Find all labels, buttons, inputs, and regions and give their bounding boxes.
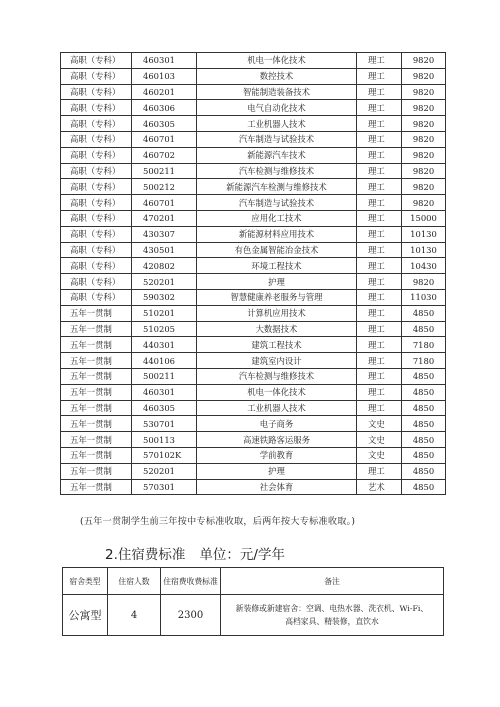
fee-cell: 9820 bbox=[402, 53, 446, 69]
fee-cell: 4850 bbox=[402, 416, 446, 432]
category-cell: 理工 bbox=[357, 337, 402, 353]
level-cell: 五年一贯制 bbox=[61, 384, 132, 400]
level-cell: 五年一贯制 bbox=[61, 432, 132, 448]
header-fee-standard: 住宿费收费标准 bbox=[161, 568, 221, 595]
major-cell: 高速铁路客运服务 bbox=[197, 432, 357, 448]
major-cell: 大数据技术 bbox=[197, 321, 357, 337]
level-cell: 高职（专科） bbox=[61, 116, 132, 132]
code-cell: 460701 bbox=[132, 195, 197, 211]
level-cell: 高职（专科） bbox=[61, 210, 132, 226]
code-cell: 460306 bbox=[132, 100, 197, 116]
level-cell: 五年一贯制 bbox=[61, 368, 132, 384]
header-occupants: 住宿人数 bbox=[108, 568, 161, 595]
level-cell: 高职（专科） bbox=[61, 274, 132, 290]
category-cell: 文史 bbox=[357, 447, 402, 463]
major-cell: 电气自动化技术 bbox=[197, 100, 357, 116]
fee-cell: 9820 bbox=[402, 68, 446, 84]
code-cell: 570301 bbox=[132, 479, 197, 495]
major-cell: 汽车检测与维修技术 bbox=[197, 368, 357, 384]
major-cell: 护理 bbox=[197, 463, 357, 479]
level-cell: 五年一贯制 bbox=[61, 321, 132, 337]
header-dorm-type: 宿舍类型 bbox=[63, 568, 108, 595]
code-cell: 500211 bbox=[132, 368, 197, 384]
table-row bbox=[61, 400, 446, 416]
remarks-line-1: 新装修或新建宿舍：空调、电热水器、洗衣机、Wi-Fi、 bbox=[235, 604, 429, 613]
code-cell: 460301 bbox=[132, 384, 197, 400]
five-year-program-note: (五年一贯制学生前三年按中专标准收取，后两年按大专标准收取。) bbox=[80, 516, 356, 527]
category-cell: 理工 bbox=[357, 274, 402, 290]
table-row bbox=[61, 226, 446, 242]
major-cell: 学前教育 bbox=[197, 447, 357, 463]
code-cell: 500211 bbox=[132, 163, 197, 179]
remarks-line-2: 高档家具、精装修，直饮水 bbox=[285, 617, 379, 626]
level-cell: 五年一贯制 bbox=[61, 447, 132, 463]
category-cell: 理工 bbox=[357, 226, 402, 242]
fee-cell: 4850 bbox=[402, 305, 446, 321]
category-cell: 理工 bbox=[357, 84, 402, 100]
category-cell: 理工 bbox=[357, 210, 402, 226]
code-cell: 510205 bbox=[132, 321, 197, 337]
level-cell: 五年一贯制 bbox=[61, 337, 132, 353]
fee-cell: 4850 bbox=[402, 447, 446, 463]
table-row bbox=[61, 242, 446, 258]
table-row bbox=[61, 289, 446, 305]
category-cell: 艺术 bbox=[357, 479, 402, 495]
dorm-fee-cell: 2300 bbox=[161, 595, 221, 636]
section-unit: 单位：元/学年 bbox=[199, 547, 285, 563]
fee-cell: 4850 bbox=[402, 400, 446, 416]
fee-cell: 11030 bbox=[402, 289, 446, 305]
major-cell: 电子商务 bbox=[197, 416, 357, 432]
major-cell: 新能源汽车技术 bbox=[197, 147, 357, 163]
category-cell: 理工 bbox=[357, 53, 402, 69]
section-title: 2.住宿费标准 bbox=[105, 547, 186, 563]
table-row bbox=[61, 131, 446, 147]
category-cell: 理工 bbox=[357, 100, 402, 116]
level-cell: 五年一贯制 bbox=[61, 479, 132, 495]
code-cell: 460305 bbox=[132, 116, 197, 132]
major-cell: 应用化工技术 bbox=[197, 210, 357, 226]
accommodation-row bbox=[63, 595, 444, 636]
level-cell: 高职（专科） bbox=[61, 147, 132, 163]
code-cell: 430307 bbox=[132, 226, 197, 242]
code-cell: 530701 bbox=[132, 416, 197, 432]
table-row bbox=[61, 384, 446, 400]
category-cell: 理工 bbox=[357, 131, 402, 147]
code-cell: 570102K bbox=[132, 447, 197, 463]
category-cell: 文史 bbox=[357, 432, 402, 448]
code-cell: 440301 bbox=[132, 337, 197, 353]
major-cell: 建筑室内设计 bbox=[197, 353, 357, 369]
code-cell: 500113 bbox=[132, 432, 197, 448]
fee-cell: 9820 bbox=[402, 163, 446, 179]
level-cell: 高职（专科） bbox=[61, 226, 132, 242]
table-row bbox=[61, 100, 446, 116]
fee-cell: 9820 bbox=[402, 179, 446, 195]
level-cell: 五年一贯制 bbox=[61, 305, 132, 321]
code-cell: 440106 bbox=[132, 353, 197, 369]
dorm-type-cell: 公寓型 bbox=[63, 595, 108, 636]
code-cell: 460201 bbox=[132, 84, 197, 100]
level-cell: 高职（专科） bbox=[61, 53, 132, 69]
level-cell: 五年一贯制 bbox=[61, 416, 132, 432]
major-cell: 汽车检测与维修技术 bbox=[197, 163, 357, 179]
major-cell: 工业机器人技术 bbox=[197, 400, 357, 416]
category-cell: 理工 bbox=[357, 289, 402, 305]
level-cell: 高职（专科） bbox=[61, 179, 132, 195]
major-cell: 护理 bbox=[197, 274, 357, 290]
table-row bbox=[61, 368, 446, 384]
major-cell: 工业机器人技术 bbox=[197, 116, 357, 132]
major-cell: 计算机应用技术 bbox=[197, 305, 357, 321]
table-row bbox=[61, 179, 446, 195]
category-cell: 理工 bbox=[357, 463, 402, 479]
level-cell: 高职（专科） bbox=[61, 84, 132, 100]
code-cell: 430501 bbox=[132, 242, 197, 258]
accommodation-fee-table bbox=[62, 567, 444, 636]
fee-cell: 4850 bbox=[402, 463, 446, 479]
level-cell: 高职（专科） bbox=[61, 289, 132, 305]
category-cell: 理工 bbox=[357, 195, 402, 211]
fee-cell: 10130 bbox=[402, 226, 446, 242]
table-row bbox=[61, 321, 446, 337]
table-row bbox=[61, 163, 446, 179]
fee-cell: 7180 bbox=[402, 353, 446, 369]
major-cell: 环境工程技术 bbox=[197, 258, 357, 274]
level-cell: 五年一贯制 bbox=[61, 353, 132, 369]
code-cell: 470201 bbox=[132, 210, 197, 226]
tuition-fee-table bbox=[60, 52, 446, 495]
fee-cell: 9820 bbox=[402, 147, 446, 163]
major-cell: 新能源汽车检测与维修技术 bbox=[197, 179, 357, 195]
code-cell: 460702 bbox=[132, 147, 197, 163]
table-row bbox=[61, 337, 446, 353]
table-row bbox=[61, 447, 446, 463]
level-cell: 高职（专科） bbox=[61, 258, 132, 274]
major-cell: 智慧健康养老服务与管理 bbox=[197, 289, 357, 305]
table-row bbox=[61, 353, 446, 369]
table-row bbox=[61, 84, 446, 100]
header-remarks: 备注 bbox=[221, 568, 444, 595]
table-row bbox=[61, 147, 446, 163]
fee-cell: 4850 bbox=[402, 368, 446, 384]
code-cell: 510201 bbox=[132, 305, 197, 321]
code-cell: 460305 bbox=[132, 400, 197, 416]
level-cell: 高职（专科） bbox=[61, 131, 132, 147]
category-cell: 文史 bbox=[357, 416, 402, 432]
major-cell: 有色金属智能冶金技术 bbox=[197, 242, 357, 258]
table-row bbox=[61, 68, 446, 84]
major-cell: 建筑工程技术 bbox=[197, 337, 357, 353]
major-cell: 数控技术 bbox=[197, 68, 357, 84]
table-row bbox=[61, 53, 446, 69]
fee-cell: 4850 bbox=[402, 432, 446, 448]
major-cell: 汽车制造与试验技术 bbox=[197, 131, 357, 147]
level-cell: 高职（专科） bbox=[61, 68, 132, 84]
category-cell: 理工 bbox=[357, 179, 402, 195]
fee-cell: 10430 bbox=[402, 258, 446, 274]
code-cell: 460301 bbox=[132, 53, 197, 69]
fee-cell: 4850 bbox=[402, 384, 446, 400]
code-cell: 500212 bbox=[132, 179, 197, 195]
category-cell: 理工 bbox=[357, 163, 402, 179]
category-cell: 理工 bbox=[357, 321, 402, 337]
major-cell: 智能制造装备技术 bbox=[197, 84, 357, 100]
fee-cell: 4850 bbox=[402, 479, 446, 495]
major-cell: 社会体育 bbox=[197, 479, 357, 495]
tuition-fee-table-body bbox=[61, 53, 446, 495]
category-cell: 理工 bbox=[357, 147, 402, 163]
code-cell: 590302 bbox=[132, 289, 197, 305]
category-cell: 理工 bbox=[357, 400, 402, 416]
category-cell: 理工 bbox=[357, 242, 402, 258]
table-row bbox=[61, 274, 446, 290]
category-cell: 理工 bbox=[357, 68, 402, 84]
code-cell: 520201 bbox=[132, 463, 197, 479]
code-cell: 460701 bbox=[132, 131, 197, 147]
remarks-cell bbox=[221, 595, 444, 636]
level-cell: 五年一贯制 bbox=[61, 400, 132, 416]
code-cell: 420802 bbox=[132, 258, 197, 274]
category-cell: 理工 bbox=[357, 368, 402, 384]
table-row bbox=[61, 116, 446, 132]
fee-cell: 9820 bbox=[402, 100, 446, 116]
category-cell: 理工 bbox=[357, 258, 402, 274]
category-cell: 理工 bbox=[357, 305, 402, 321]
major-cell: 机电一体化技术 bbox=[197, 384, 357, 400]
fee-cell: 9820 bbox=[402, 131, 446, 147]
fee-cell: 9820 bbox=[402, 274, 446, 290]
major-cell: 机电一体化技术 bbox=[197, 53, 357, 69]
table-row bbox=[61, 463, 446, 479]
category-cell: 理工 bbox=[357, 384, 402, 400]
fee-cell: 9820 bbox=[402, 84, 446, 100]
major-cell: 新能源材料应用技术 bbox=[197, 226, 357, 242]
fee-cell: 9820 bbox=[402, 116, 446, 132]
table-row bbox=[61, 416, 446, 432]
fee-cell: 10130 bbox=[402, 242, 446, 258]
fee-cell: 7180 bbox=[402, 337, 446, 353]
code-cell: 520201 bbox=[132, 274, 197, 290]
table-row bbox=[61, 479, 446, 495]
table-row bbox=[61, 210, 446, 226]
major-cell: 汽车制造与试验技术 bbox=[197, 195, 357, 211]
fee-cell: 4850 bbox=[402, 321, 446, 337]
level-cell: 五年一贯制 bbox=[61, 463, 132, 479]
level-cell: 高职（专科） bbox=[61, 163, 132, 179]
accommodation-section-heading bbox=[105, 543, 285, 563]
occupants-cell: 4 bbox=[108, 595, 161, 636]
level-cell: 高职（专科） bbox=[61, 195, 132, 211]
fee-cell: 15000 bbox=[402, 210, 446, 226]
code-cell: 460103 bbox=[132, 68, 197, 84]
category-cell: 理工 bbox=[357, 116, 402, 132]
table-row bbox=[61, 258, 446, 274]
level-cell: 高职（专科） bbox=[61, 242, 132, 258]
level-cell: 高职（专科） bbox=[61, 100, 132, 116]
table-row bbox=[61, 195, 446, 211]
accommodation-header-row bbox=[63, 568, 444, 595]
fee-cell: 9820 bbox=[402, 195, 446, 211]
category-cell: 理工 bbox=[357, 353, 402, 369]
table-row bbox=[61, 432, 446, 448]
table-row bbox=[61, 305, 446, 321]
